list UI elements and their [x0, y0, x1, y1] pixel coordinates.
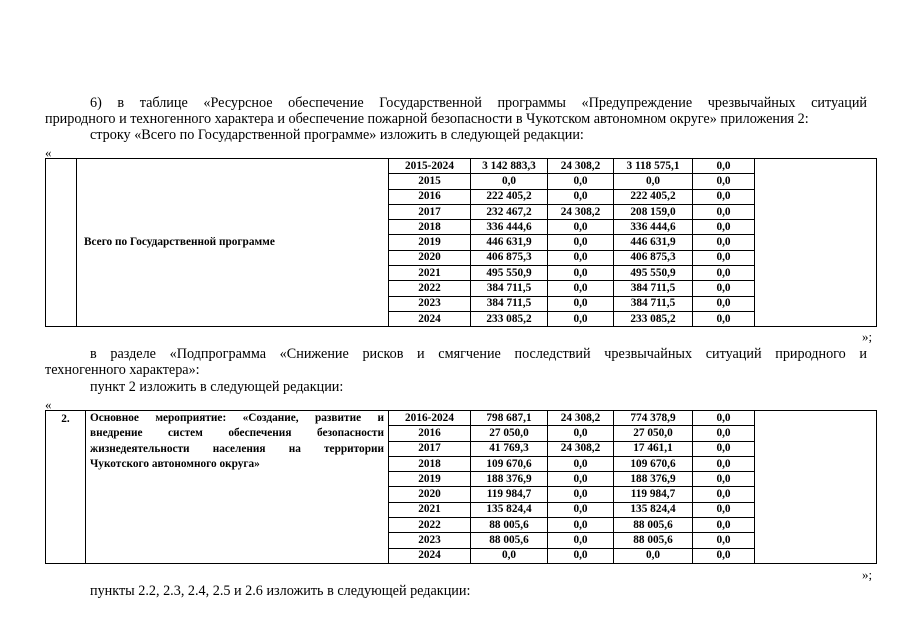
year-cell: 2016 — [389, 426, 471, 441]
year-cell: 2015 — [389, 174, 471, 189]
other-cell: 0,0 — [693, 533, 755, 548]
federal-cell: 0,0 — [548, 502, 614, 517]
regional-cell: 0,0 — [614, 548, 693, 563]
regional-cell: 119 984,7 — [614, 487, 693, 502]
executor-cell — [755, 411, 877, 564]
other-cell: 0,0 — [693, 502, 755, 517]
federal-cell: 24 308,2 — [548, 159, 614, 174]
other-cell: 0,0 — [693, 266, 755, 281]
para1-line2: природного и техногенного характера и обеспечение пожарной безопасности в Чукотском автономном округе» приложения 2: — [45, 111, 809, 127]
total-cell: 798 687,1 — [471, 411, 548, 426]
federal-cell: 0,0 — [548, 250, 614, 265]
year-cell: 2022 — [389, 281, 471, 296]
regional-cell: 222 405,2 — [614, 189, 693, 204]
year-cell: 2021 — [389, 266, 471, 281]
number-cell — [46, 159, 77, 327]
para2-line2: техногенного характера»: — [45, 362, 200, 378]
total-cell: 88 005,6 — [471, 518, 548, 533]
total-cell: 233 085,2 — [471, 311, 548, 326]
regional-cell: 406 875,3 — [614, 250, 693, 265]
total-cell: 406 875,3 — [471, 250, 548, 265]
regional-cell: 27 050,0 — [614, 426, 693, 441]
year-cell: 2023 — [389, 533, 471, 548]
para1-line1: 6) в таблице «Ресурсное обеспечение Государственной программы «Предупреждение чрезвычайных ситуаций — [90, 95, 867, 111]
regional-cell: 384 711,5 — [614, 296, 693, 311]
total-cell: 232 467,2 — [471, 204, 548, 219]
regional-cell: 446 631,9 — [614, 235, 693, 250]
year-cell: 2020 — [389, 487, 471, 502]
other-cell: 0,0 — [693, 411, 755, 426]
total-cell: 384 711,5 — [471, 281, 548, 296]
row-label: Всего по Государственной программе — [77, 159, 389, 327]
federal-cell: 24 308,2 — [548, 204, 614, 219]
other-cell: 0,0 — [693, 204, 755, 219]
other-cell: 0,0 — [693, 189, 755, 204]
year-cell: 2022 — [389, 518, 471, 533]
federal-cell: 0,0 — [548, 220, 614, 235]
para3-line1: пункты 2.2, 2.3, 2.4, 2.5 и 2.6 изложить в следующей редакции: — [90, 583, 471, 599]
regional-cell: 495 550,9 — [614, 266, 693, 281]
open-quote-1: « — [45, 145, 52, 160]
federal-cell: 0,0 — [548, 296, 614, 311]
para1-line3: строку «Всего по Государственной программе» изложить в следующей редакции: — [90, 127, 584, 143]
para2-line3: пункт 2 изложить в следующей редакции: — [90, 379, 344, 395]
regional-cell: 88 005,6 — [614, 533, 693, 548]
total-cell: 41 769,3 — [471, 441, 548, 456]
description-line: Основное мероприятие: «Создание, развитие и — [90, 412, 384, 424]
federal-cell: 0,0 — [548, 266, 614, 281]
regional-cell: 88 005,6 — [614, 518, 693, 533]
close-quote-1: »; — [862, 329, 873, 344]
other-cell: 0,0 — [693, 296, 755, 311]
table-main-activity — [45, 410, 877, 564]
federal-cell: 24 308,2 — [548, 411, 614, 426]
other-cell: 0,0 — [693, 220, 755, 235]
other-cell: 0,0 — [693, 174, 755, 189]
other-cell: 0,0 — [693, 311, 755, 326]
total-cell: 27 050,0 — [471, 426, 548, 441]
total-cell: 3 142 883,3 — [471, 159, 548, 174]
year-cell: 2024 — [389, 311, 471, 326]
federal-cell: 0,0 — [548, 456, 614, 471]
description-line: жизнедеятельности населения на территории — [90, 442, 384, 455]
description-line: внедрение систем обеспечения безопасности — [90, 427, 384, 440]
total-cell: 222 405,2 — [471, 189, 548, 204]
regional-cell: 774 378,9 — [614, 411, 693, 426]
federal-cell: 0,0 — [548, 189, 614, 204]
other-cell: 0,0 — [693, 159, 755, 174]
regional-cell: 384 711,5 — [614, 281, 693, 296]
para2-line1: в разделе «Подпрограмма «Снижение рисков и смягчение последствий чрезвычайных ситуаций природного и — [90, 346, 867, 362]
total-cell: 0,0 — [471, 548, 548, 563]
year-cell: 2019 — [389, 235, 471, 250]
total-cell: 88 005,6 — [471, 533, 548, 548]
close-quote-2: »; — [862, 567, 873, 582]
total-cell: 384 711,5 — [471, 296, 548, 311]
federal-cell: 0,0 — [548, 533, 614, 548]
other-cell: 0,0 — [693, 472, 755, 487]
federal-cell: 0,0 — [548, 426, 614, 441]
federal-cell: 0,0 — [548, 281, 614, 296]
open-quote-2: « — [45, 397, 52, 412]
federal-cell: 0,0 — [548, 487, 614, 502]
year-cell: 2019 — [389, 472, 471, 487]
table-total-program — [45, 158, 877, 327]
regional-cell: 135 824,4 — [614, 502, 693, 517]
other-cell: 0,0 — [693, 487, 755, 502]
regional-cell: 336 444,6 — [614, 220, 693, 235]
regional-cell: 188 376,9 — [614, 472, 693, 487]
description-line: Чукотского автономного округа» — [90, 457, 260, 470]
year-cell: 2018 — [389, 456, 471, 471]
table-row — [46, 159, 877, 174]
total-cell: 119 984,7 — [471, 487, 548, 502]
regional-cell: 3 118 575,1 — [614, 159, 693, 174]
year-cell: 2016 — [389, 189, 471, 204]
activity-description — [86, 411, 389, 564]
other-cell: 0,0 — [693, 281, 755, 296]
year-cell: 2016-2024 — [389, 411, 471, 426]
federal-cell: 24 308,2 — [548, 441, 614, 456]
regional-cell: 17 461,1 — [614, 441, 693, 456]
total-cell: 495 550,9 — [471, 266, 548, 281]
year-cell: 2024 — [389, 548, 471, 563]
federal-cell: 0,0 — [548, 548, 614, 563]
table-row — [46, 411, 877, 426]
other-cell: 0,0 — [693, 235, 755, 250]
federal-cell: 0,0 — [548, 518, 614, 533]
other-cell: 0,0 — [693, 518, 755, 533]
other-cell: 0,0 — [693, 250, 755, 265]
total-cell: 0,0 — [471, 174, 548, 189]
year-cell: 2023 — [389, 296, 471, 311]
regional-cell: 233 085,2 — [614, 311, 693, 326]
other-cell: 0,0 — [693, 441, 755, 456]
regional-cell: 208 159,0 — [614, 204, 693, 219]
item-number: 2. — [46, 411, 86, 564]
federal-cell: 0,0 — [548, 472, 614, 487]
other-cell: 0,0 — [693, 548, 755, 563]
federal-cell: 0,0 — [548, 235, 614, 250]
total-cell: 135 824,4 — [471, 502, 548, 517]
year-cell: 2017 — [389, 441, 471, 456]
total-cell: 188 376,9 — [471, 472, 548, 487]
year-cell: 2017 — [389, 204, 471, 219]
federal-cell: 0,0 — [548, 311, 614, 326]
regional-cell: 109 670,6 — [614, 456, 693, 471]
federal-cell: 0,0 — [548, 174, 614, 189]
regional-cell: 0,0 — [614, 174, 693, 189]
total-cell: 336 444,6 — [471, 220, 548, 235]
year-cell: 2020 — [389, 250, 471, 265]
total-cell: 109 670,6 — [471, 456, 548, 471]
total-cell: 446 631,9 — [471, 235, 548, 250]
executor-cell — [755, 159, 877, 327]
other-cell: 0,0 — [693, 426, 755, 441]
year-cell: 2015-2024 — [389, 159, 471, 174]
other-cell: 0,0 — [693, 456, 755, 471]
year-cell: 2021 — [389, 502, 471, 517]
year-cell: 2018 — [389, 220, 471, 235]
